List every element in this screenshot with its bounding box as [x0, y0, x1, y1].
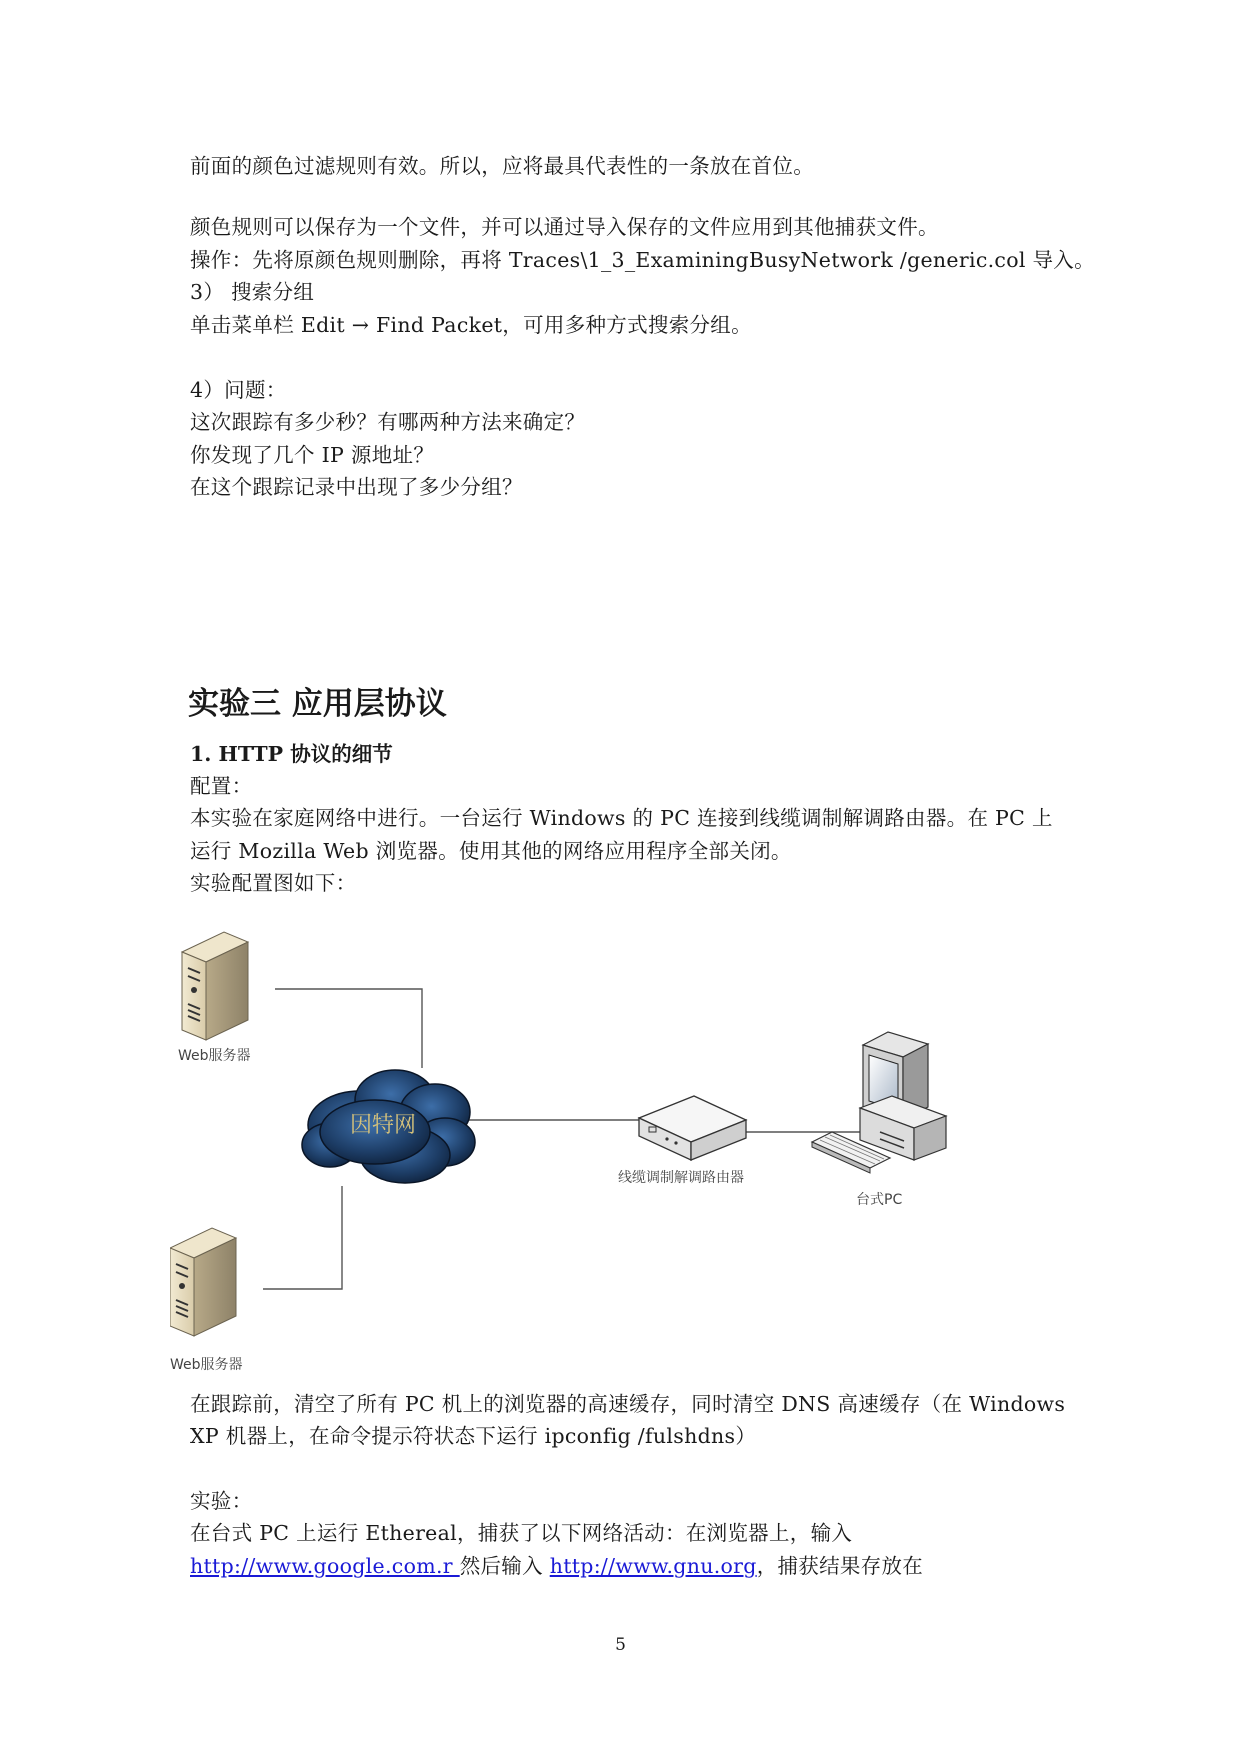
paragraph-line: 在台式 PC 上运行 Ethereal，捕获了以下网络活动：在浏览器上，输入 — [190, 1521, 853, 1545]
section-label: 实验： — [190, 1489, 253, 1513]
desktop-pc-icon — [812, 1032, 946, 1173]
paragraph-line: XP 机器上，在命令提示符状态下运行 ipconfig /fulshdns） — [190, 1424, 757, 1448]
paragraph-line: 配置： — [190, 774, 253, 798]
router-icon — [639, 1096, 746, 1160]
question-line: 这次跟踪有多少秒？有哪两种方法来确定？ — [190, 410, 586, 434]
paragraph-line: 本实验在家庭网络中进行。一台运行 Windows 的 PC 连接到线缆调制解调路由器。在 PC 上 — [190, 806, 1053, 830]
question-line: 你发现了几个 IP 源地址？ — [190, 443, 435, 467]
section-heading: 1. HTTP 协议的细节 — [190, 742, 393, 766]
section-label: 4）问题： — [190, 378, 287, 402]
paragraph-line: 运行 Mozilla Web 浏览器。使用其他的网络应用程序全部关闭。 — [190, 839, 792, 863]
paragraph-line: 实验配置图如下： — [190, 871, 357, 895]
router-label: 线缆调制解调路由器 — [618, 1170, 744, 1186]
web-server-icon — [170, 1228, 236, 1336]
web-server-icon — [182, 932, 248, 1040]
link-connector-text: 然后输入 — [459, 1554, 550, 1578]
question-line: 在这个跟踪记录中出现了多少分组？ — [190, 475, 523, 499]
chapter-heading: 实验三 应用层协议 — [188, 686, 447, 722]
paragraph-line: 颜色规则可以保存为一个文件，并可以通过导入保存的文件应用到其他捕获文件。 — [190, 215, 939, 239]
line-end-text: ，捕获结果存放在 — [756, 1554, 924, 1578]
paragraph-line: 前面的颜色过滤规则有效。所以，应将最具代表性的一条放在首位。 — [190, 154, 814, 178]
web-server-label: Web服务器 — [178, 1048, 251, 1064]
network-diagram — [170, 920, 1070, 1380]
paragraph-line — [190, 1552, 923, 1580]
gnu-link[interactable]: http://www.gnu.org — [549, 1554, 757, 1578]
google-link[interactable]: http://www.google.com.r — [190, 1554, 460, 1578]
web-server-label: Web服务器 — [170, 1357, 243, 1373]
internet-label: 因特网 — [349, 1113, 417, 1138]
section-label: 3） 搜索分组 — [190, 280, 315, 304]
pc-label: 台式PC — [856, 1192, 903, 1208]
page-number: 5 — [615, 1635, 626, 1655]
paragraph-line: 操作：先将原颜色规则删除，再将 Traces\1_3_ExaminingBusyNetwork /generic.col 导入。 — [190, 248, 1095, 272]
paragraph-line: 单击菜单栏 Edit → Find Packet，可用多种方式搜索分组。 — [190, 313, 752, 337]
paragraph-line: 在跟踪前，清空了所有 PC 机上的浏览器的高速缓存，同时清空 DNS 高速缓存（在 Windows — [190, 1392, 1066, 1416]
